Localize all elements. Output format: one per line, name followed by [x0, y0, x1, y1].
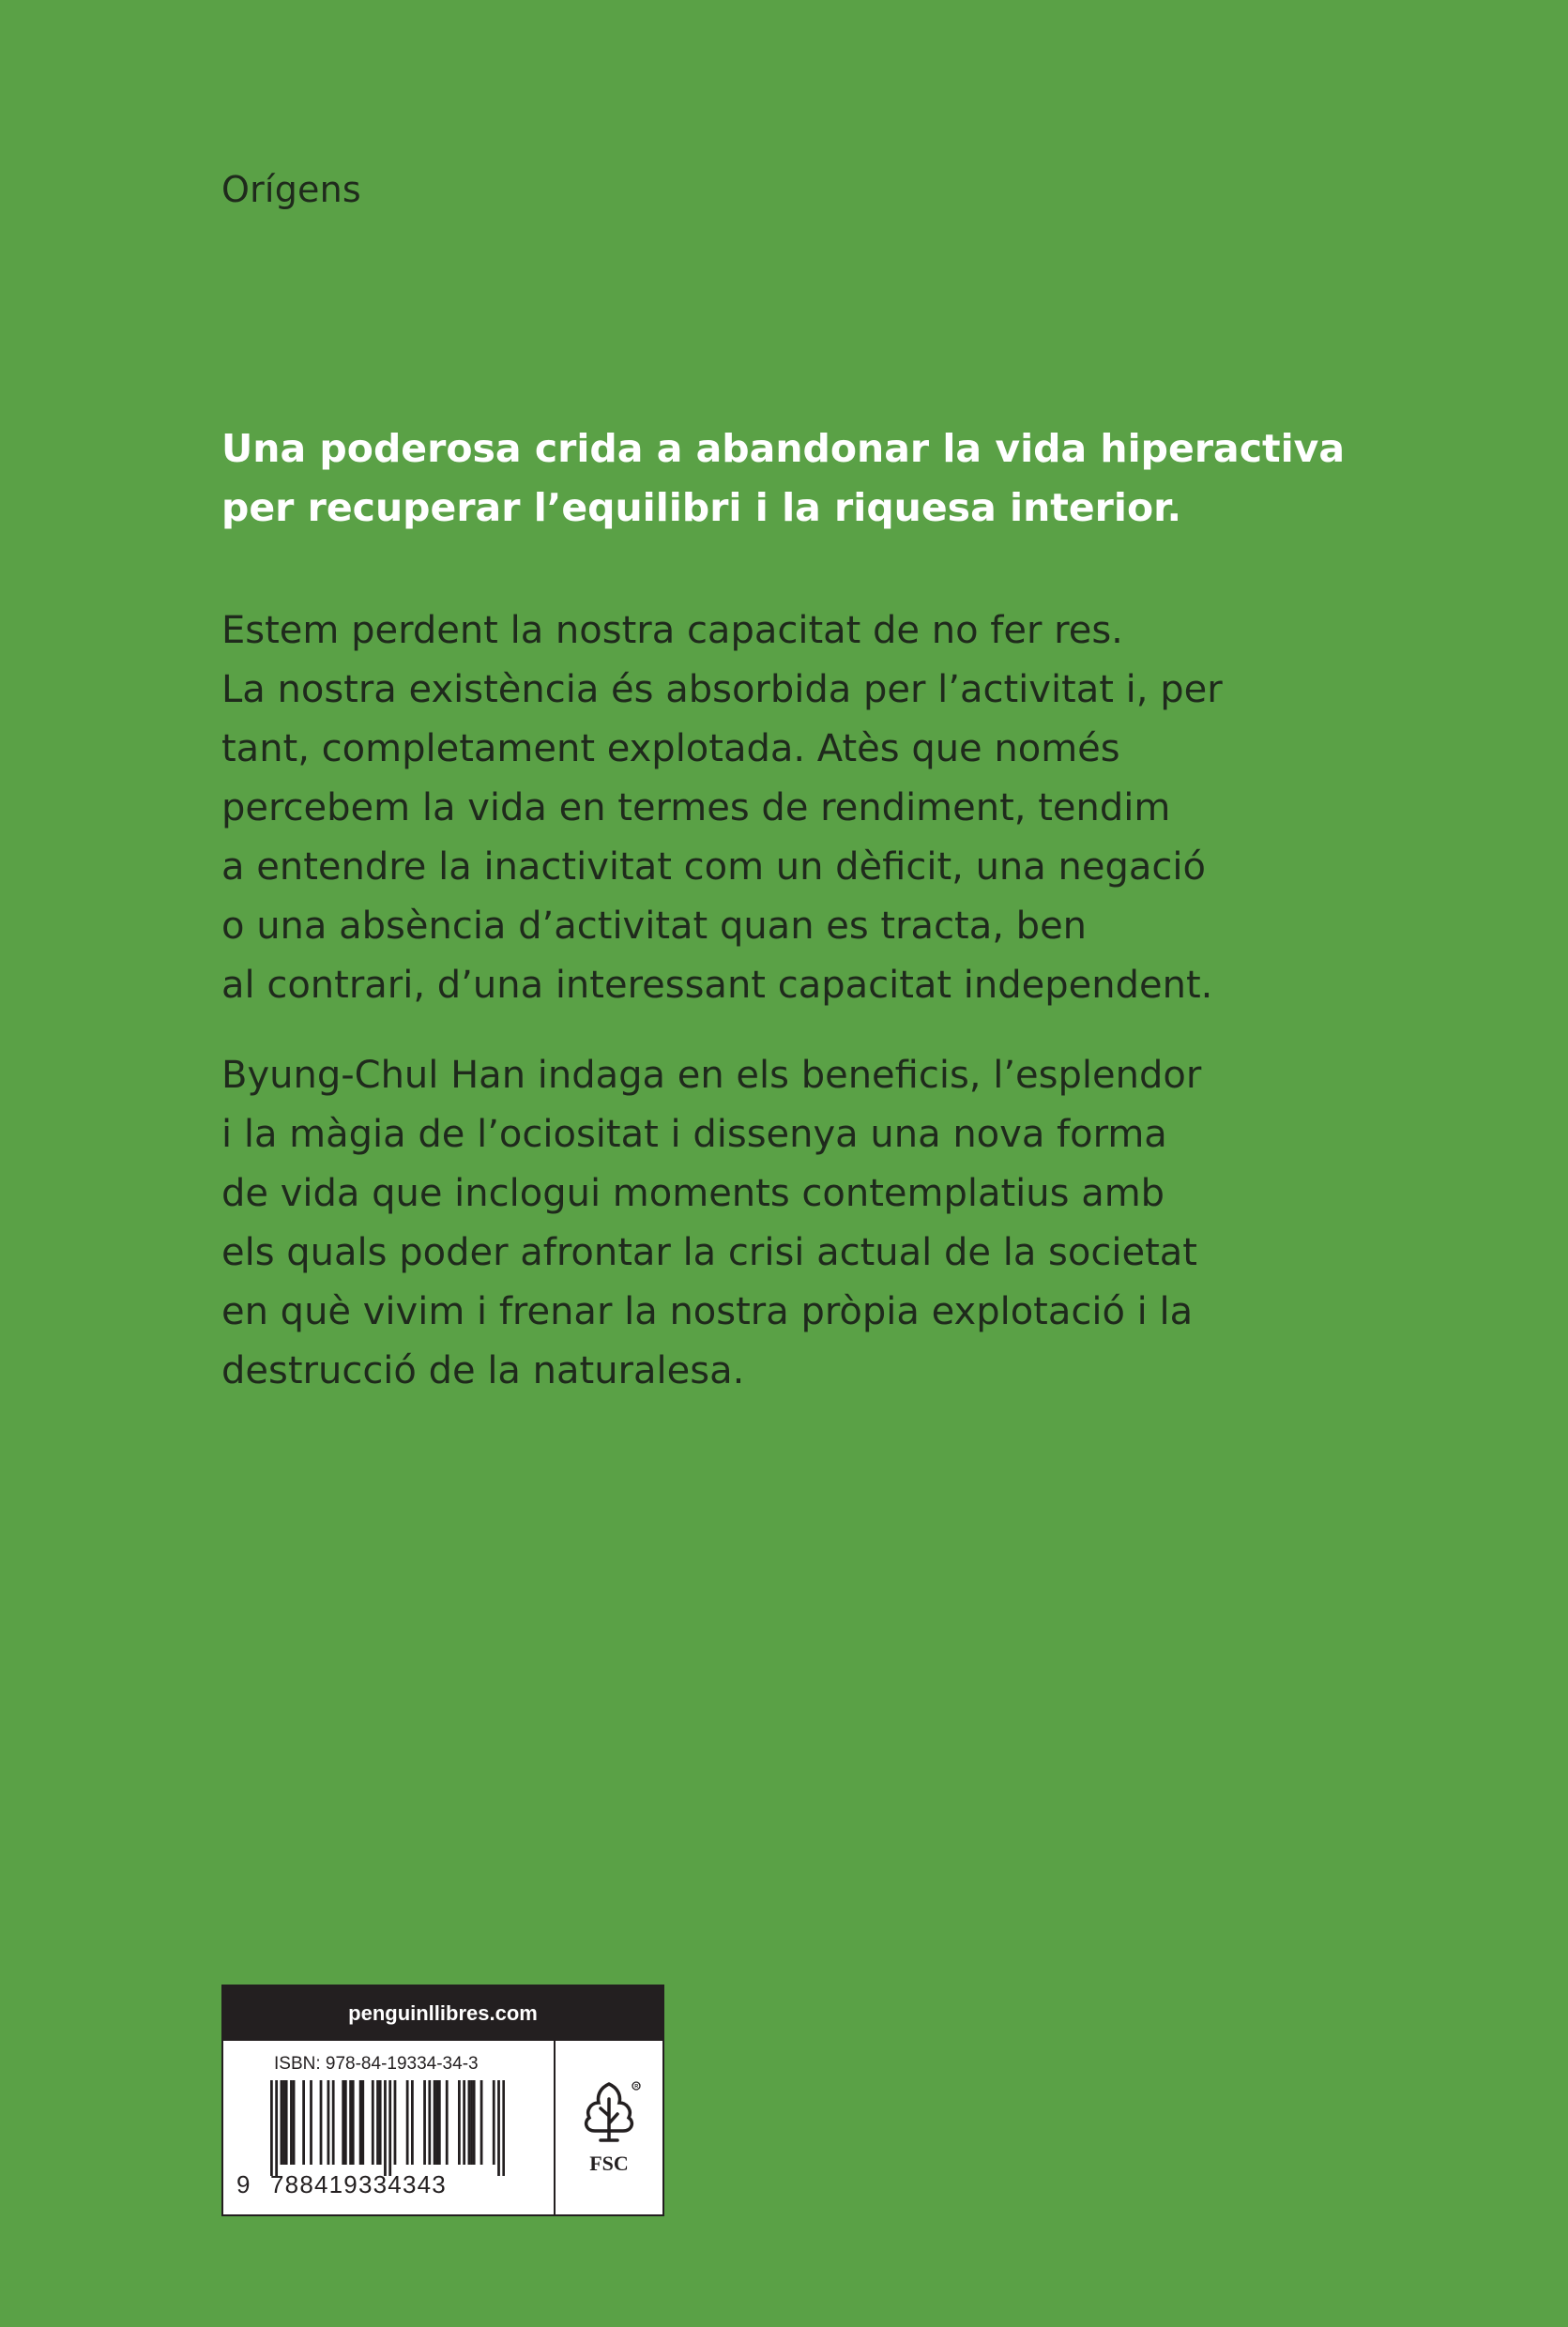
barcode-bar [293, 2080, 296, 2165]
barcode-bar [320, 2080, 323, 2165]
fsc-tree-icon [572, 2078, 646, 2146]
barcode-bar [270, 2080, 273, 2176]
barcode-bar [342, 2080, 344, 2165]
barcode-bar [458, 2080, 461, 2165]
barcode-bar [359, 2080, 362, 2165]
barcode-bar [502, 2080, 505, 2176]
barcode-bar [435, 2080, 438, 2165]
barcode-bar [332, 2080, 335, 2165]
barcode-box [221, 1985, 664, 2216]
paragraph-line: percebem la vida en termes de rendiment, tendim [221, 786, 1171, 829]
paragraph-line: Estem perdent la nostra capacitat de no fer res. [221, 609, 1123, 652]
paragraph-line: de vida que inclogui moments contemplatius amb [221, 1172, 1165, 1215]
barcode-bar [290, 2080, 293, 2165]
series-name: Orígens [221, 169, 361, 210]
barcode-bar [428, 2080, 431, 2165]
paragraph-line: en què vivim i frenar la nostra pròpia explotació i la [221, 1290, 1194, 1333]
barcode-bar [310, 2080, 312, 2165]
description-paragraph-2 [221, 1046, 1201, 1401]
tagline-line: per recuperar l’equilibri i la riquesa interior. [221, 485, 1182, 530]
barcode-bar [497, 2080, 500, 2176]
paragraph-line: o una absència d’activitat quan es tracta, ben [221, 905, 1088, 948]
barcode-bar [302, 2080, 305, 2165]
barcode-area [223, 2041, 556, 2214]
barcode-bar [285, 2080, 288, 2165]
barcode-bar [376, 2080, 379, 2165]
barcode-bar [468, 2080, 471, 2165]
paragraph-line: Byung-Chul Han indaga en els beneficis, l’esplendor [221, 1054, 1202, 1097]
barcode-bar [438, 2080, 441, 2165]
barcode-bar [480, 2080, 483, 2165]
barcode-bar [384, 2080, 387, 2176]
description-paragraph-1 [221, 601, 1223, 1015]
barcode-bar [411, 2080, 414, 2165]
barcode-bar [344, 2080, 347, 2165]
barcode-bar [470, 2080, 473, 2165]
barcode-bar [349, 2080, 352, 2165]
ean-first-digit: 9 [236, 2170, 251, 2198]
barcode-bar [281, 2080, 283, 2165]
barcode-bar [406, 2080, 409, 2165]
fsc-label: FSC [589, 2152, 629, 2175]
barcode-bar [434, 2080, 436, 2165]
isbn-label: ISBN: 978-84-19334-34-3 [274, 2054, 479, 2074]
barcode-bars [270, 2080, 505, 2176]
barcode-bar [282, 2080, 285, 2165]
barcode-bar [423, 2080, 426, 2165]
barcode-bar [352, 2080, 355, 2165]
tagline [221, 419, 1346, 538]
paragraph-line: tant, completament explotada. Atès que només [221, 727, 1120, 770]
barcode-bar [394, 2080, 397, 2165]
barcode-bar [473, 2080, 476, 2165]
svg-text:R: R [634, 2084, 639, 2091]
fsc-area [556, 2041, 662, 2214]
tagline-line: Una poderosa crida a abandonar la vida hiperactiva [221, 426, 1346, 471]
paragraph-line: i la màgia de l’ociositat i dissenya una nova forma [221, 1113, 1167, 1156]
ean-digits: 788419334343 [270, 2170, 447, 2198]
barcode-bar [493, 2080, 495, 2165]
barcode-bar [379, 2080, 382, 2165]
paragraph-line: La nostra existència és absorbida per l’activitat i, per [221, 668, 1223, 711]
barcode-bar [361, 2080, 364, 2165]
barcode-bar [372, 2080, 374, 2165]
barcode-bar [463, 2080, 465, 2165]
barcode-bar [327, 2080, 330, 2165]
publisher-website: penguinllibres.com [223, 1986, 662, 2041]
barcode-bar [388, 2080, 391, 2176]
paragraph-line: destrucció de la naturalesa. [221, 1349, 745, 1392]
paragraph-line: els quals poder afrontar la crisi actual de la societat [221, 1231, 1197, 1274]
paragraph-line: al contrari, d’una interessant capacitat independent. [221, 964, 1213, 1007]
barcode-bar [446, 2080, 449, 2165]
paragraph-line: a entendre la inactivitat com un dèficit, una negació [221, 845, 1206, 889]
barcode-bar [275, 2080, 278, 2176]
